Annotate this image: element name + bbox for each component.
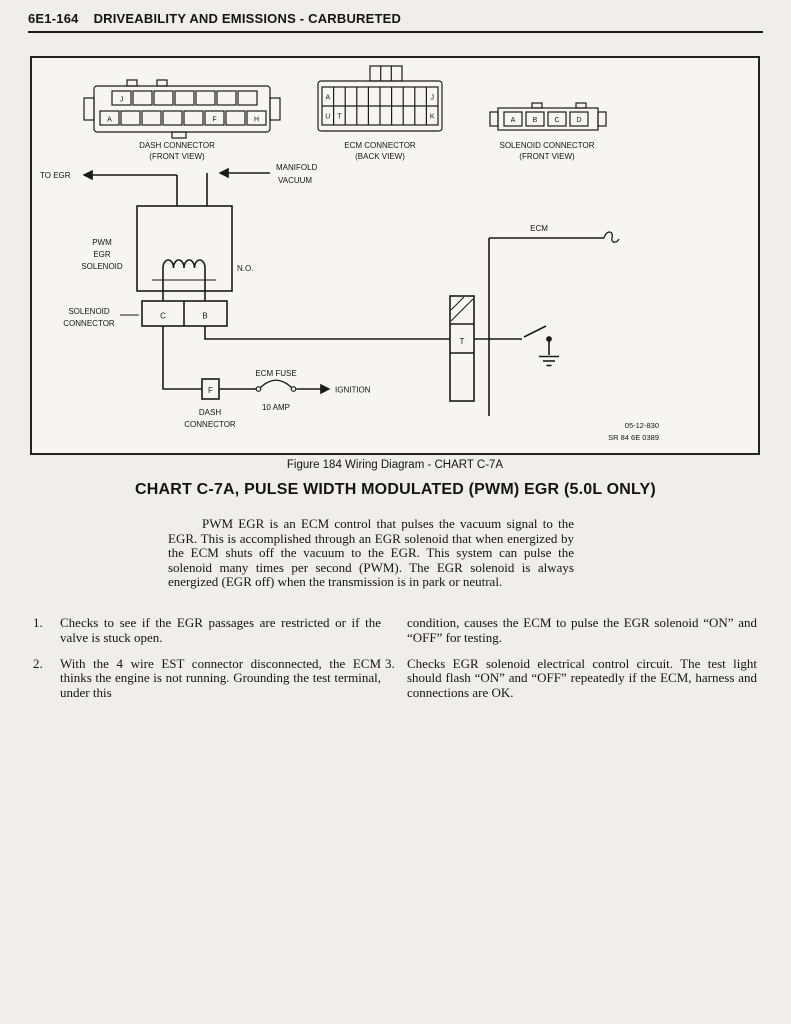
- page-header: [28, 11, 401, 26]
- cell-b: B: [202, 311, 208, 321]
- solenoid-connector-title: SOLENOID CONNECTOR: [499, 141, 595, 150]
- cell-f: F: [208, 386, 213, 395]
- dash-pin-j: J: [119, 96, 124, 104]
- cell-t: T: [459, 337, 465, 346]
- coil-symbol: [163, 260, 205, 268]
- ecm-boundary: [489, 232, 619, 416]
- label-no: N.O.: [237, 264, 254, 273]
- label-solenoid: SOLENOID: [81, 262, 123, 271]
- item-text: With the 4 wire EST connector disconnected, the ECM thinks the engine is not running. Grounding the test terminal, under this: [60, 655, 381, 701]
- solenoid-connector-subtitle: (FRONT VIEW): [519, 152, 575, 161]
- list-item: [33, 657, 385, 701]
- dash-pin-a: A: [107, 116, 112, 124]
- to-egr-arrow: [84, 175, 177, 206]
- diagram-labels: [40, 95, 659, 443]
- wire-b-to-ecm: [205, 326, 450, 339]
- solenoid-pin-a: A: [510, 117, 516, 124]
- solenoid-pin-d: D: [576, 117, 582, 124]
- ecm-connector-drawing: [318, 66, 442, 131]
- ecm-pin-a: A: [325, 94, 331, 102]
- label-vacuum: VACUUM: [278, 176, 313, 185]
- cell-c: C: [160, 311, 166, 321]
- page-code: 6E1-164: [28, 11, 79, 26]
- ecm-pin-k: K: [429, 113, 435, 121]
- label-ecm-fuse: ECM FUSE: [255, 369, 297, 378]
- manifold-vacuum-arrow: [207, 173, 270, 206]
- label-manifold: MANIFOLD: [276, 163, 318, 172]
- dash-connector-subtitle: (FRONT VIEW): [149, 152, 205, 161]
- intro-paragraph: PWM EGR is an ECM control that pulses the vacuum signal to the EGR. This is accomplished through an EGR solenoid that when energized by the ECM shuts off the vacuum to the EGR. This system can pulse the solenoid many times per second (PWM). The EGR solenoid is always energized (EGR off) when the transmission is in park or neutral.: [168, 516, 574, 590]
- dash-connector-title: DASH CONNECTOR: [139, 141, 215, 150]
- label-dash-2: CONNECTOR: [184, 420, 236, 429]
- dash-pin-f: F: [212, 116, 217, 124]
- dash-connector-drawing: [84, 80, 280, 138]
- wiring-diagram: [32, 58, 758, 453]
- label-solenoid-connector-1: SOLENOID: [68, 307, 110, 316]
- ecm-pin-t: T: [337, 113, 342, 121]
- item-number: [385, 616, 407, 646]
- ecm-pin-u: U: [325, 113, 331, 121]
- dash-pin-h: H: [253, 116, 260, 124]
- label-to-egr: TO EGR: [40, 171, 71, 180]
- item-text: condition, causes the ECM to pulse the EGR solenoid “ON” and “OFF” for testing.: [407, 615, 757, 645]
- header-rule: [28, 31, 763, 33]
- page-title: DRIVEABILITY AND EMISSIONS - CARBURETED: [93, 11, 402, 26]
- numbered-list: [33, 616, 761, 712]
- label-ecm: ECM: [530, 224, 548, 233]
- label-egr: EGR: [93, 250, 111, 259]
- pwm-solenoid-drawing: [137, 206, 232, 301]
- solenoid-pin-b: B: [532, 117, 538, 124]
- item-number: 1.: [33, 615, 43, 630]
- figure-ref-2: SR 84 6E 0389: [608, 433, 659, 442]
- switch-symbol: [474, 326, 551, 341]
- right-column: [385, 616, 761, 712]
- left-column: [33, 616, 385, 712]
- ecm-t-connector-block: [450, 296, 474, 401]
- solenoid-connector-block: [120, 301, 227, 326]
- figure-caption: Figure 184 Wiring Diagram - CHART C-7A: [286, 459, 504, 471]
- figure-ref-1: 05-12-830: [624, 421, 659, 430]
- item-text: Checks to see if the EGR passages are restricted or if the valve is stuck open.: [60, 615, 381, 645]
- label-solenoid-connector-2: CONNECTOR: [63, 319, 115, 328]
- item-number: 2.: [33, 655, 43, 671]
- list-item: [385, 616, 761, 646]
- label-dash-1: DASH: [198, 408, 222, 417]
- solenoid-connector-drawing: [490, 103, 606, 130]
- item-text: Checks EGR solenoid electrical control circuit. The test light should flash “ON” and “OFF” repeatedly if the ECM, harness and connections are OK.: [407, 655, 757, 701]
- solenoid-pin-c: C: [554, 117, 560, 124]
- label-pwm: PWM: [92, 238, 112, 247]
- list-item: [33, 616, 385, 646]
- label-ten-amp: 10 AMP: [261, 403, 291, 412]
- fuse-symbol: [219, 380, 296, 391]
- list-item: [385, 657, 761, 701]
- item-number: 3.: [385, 655, 395, 671]
- label-ignition: IGNITION: [335, 385, 371, 395]
- ground-symbol: [539, 341, 559, 366]
- wire-c-to-dash: [163, 326, 202, 389]
- chart-title: CHART C-7A, PULSE WIDTH MODULATED (PWM) EGR (5.0L ONLY): [135, 481, 656, 498]
- ecm-connector-subtitle: (BACK VIEW): [355, 152, 405, 161]
- wiring-diagram-figure: [30, 56, 760, 455]
- ecm-pin-j: J: [430, 94, 434, 102]
- ecm-connector-title: ECM CONNECTOR: [344, 141, 416, 150]
